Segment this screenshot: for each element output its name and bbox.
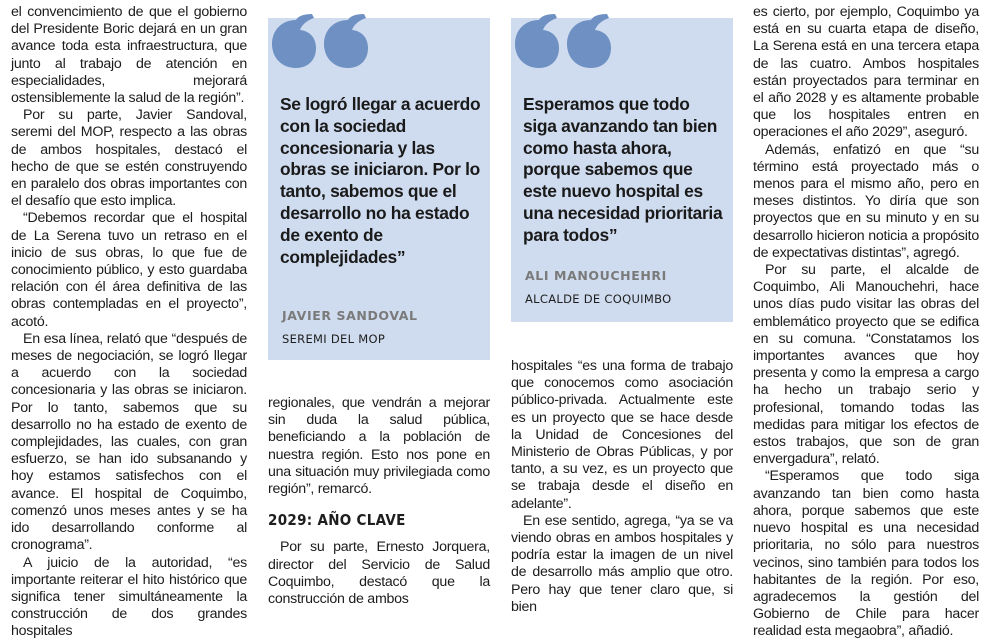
article-column-3	[511, 358, 733, 616]
quote-text: Esperamos que todo siga avanzando tan bien como hasta ahora, porque sabemos que este nuevo hospital es una necesidad prioritaria para todos”	[523, 94, 723, 245]
quotation-mark-icon	[268, 12, 388, 82]
quote-author-role: SEREMI DEL MOP	[282, 332, 386, 346]
article-column-2	[268, 395, 490, 608]
paragraph: Por su parte, Ernesto Jorquera, director del Servicio de Salud Coquimbo, destacó que la construcción de ambos	[268, 539, 490, 608]
paragraph: Por su parte, el alcalde de Coquimbo, Ali Manouchehri, hace unos días pudo visitar las obras del emblemático proyecto que se edifica en su comuna. “Constatamos los importantes avances que hoy presenta y como la empresa a cargo ha hecho un trabajo serio y profesional, tomando todas las medidas para mitigar los efectos de estos trabajos, que son de gran envergadura”, relató.	[753, 262, 979, 468]
article-column-1	[11, 4, 247, 641]
quote-author-name: JAVIER SANDOVAL	[282, 308, 418, 323]
pull-quote-manouchehri	[511, 18, 733, 322]
subheading: 2029: AÑO CLAVE	[268, 511, 406, 530]
paragraph: En ese sentido, agrega, “ya se va viendo obras en ambos hospitales y podría estar la imagen de un nivel de desarrollo más amplio que otro. Pero hay que tener claro que, si bien	[511, 512, 733, 615]
quote-author-role: ALCALDE DE COQUIMBO	[525, 292, 672, 306]
paragraph: En esa línea, relató que “después de meses de negociación, se logró llegar a acuerdo con la sociedad concesionaria y las obras se iniciaron. Por lo tanto, sabemos que su desarrollo no ha estado de exento de complejidades, las cuales, con gran esfuerzo, se han ido subsanando y hoy estamos satisfechos con el avance. El hospital de Coquimbo, comenzó unos meses antes y se ha ido desarrollando conforme al cronograma”.	[11, 330, 247, 554]
paragraph: es cierto, por ejemplo, Coquimbo ya está en su cuarta etapa de diseño, La Serena está en una tercera etapa de las cuatro. Ambos hospitales están proyectados para terminar en el año 2028 y es altamente probable que los hospitales entren en operaciones el año 2029”, aseguró.	[753, 4, 979, 141]
paragraph: el convencimiento de que el gobierno del Presidente Boric dejará en un gran avance toda esta infraestructura, que junto al trabajo de atención en especialidades, mejorará ostensiblemente la salud de la región”.	[11, 4, 247, 107]
paragraph: hospitales “es una forma de trabajo que conocemos como asociación público-privada. Actualmente este es un proyecto que se hace desde la Unidad de Concesiones del Ministerio de Obras Públicas, y por tanto, a su vez, es un proyecto que se trabaja desde el diseño en adelante”.	[511, 358, 733, 512]
paragraph: “Debemos recordar que el hospital de La Serena tuvo un retraso en el inicio de sus obras, lo que fue de conocimiento público, y esto guardaba relación con él área definitiva de las obras contempladas en el proyecto”, acotó.	[11, 210, 247, 330]
paragraph: “Esperamos que todo siga avanzando tan bien como hasta ahora, porque sabemos que este nuevo hospital es una necesidad prioritaria, no sólo para nuestros vecinos, sino también para todos los habitantes de la región. Por eso, agradecemos la gestión del Gobierno de Chile para hacer realidad esta megaobra”, añadió.	[753, 468, 979, 640]
pull-quote-sandoval	[268, 18, 490, 360]
paragraph: Además, enfatizó en que “su término está proyectado más o menos para el mismo año, pero en meses distintos. Yo diría que son proyectos que en su minuto y en su desarrollo hicieron noticia a propósito de expectativas distintas”, agregó.	[753, 141, 979, 261]
paragraph: A juicio de la autoridad, “es importante reiterar el hito histórico que significa tener simultáneamente la construcción de dos grandes hospitales	[11, 554, 247, 640]
quotation-mark-icon	[511, 12, 631, 82]
article-column-4	[753, 4, 979, 641]
quote-text: Se logró llegar a acuerdo con la sociedad concesionaria y las obras se iniciaron. Por lo tanto, sabemos que el desarrollo no ha estado de exento de complejidades”	[280, 94, 481, 267]
paragraph: regionales, que vendrán a mejorar sin duda la salud pública, beneficiando a la población de nuestra región. Esto nos pone en una situación muy privilegiada como región”, remarcó.	[268, 395, 490, 498]
quote-author-name: ALI MANOUCHEHRI	[525, 268, 667, 283]
paragraph: Por su parte, Javier Sandoval, seremi del MOP, respecto a las obras de ambos hospitales, destacó el hecho de que se estén construyendo en paralelo dos obras importantes con el desafío que esto implica.	[11, 107, 247, 210]
